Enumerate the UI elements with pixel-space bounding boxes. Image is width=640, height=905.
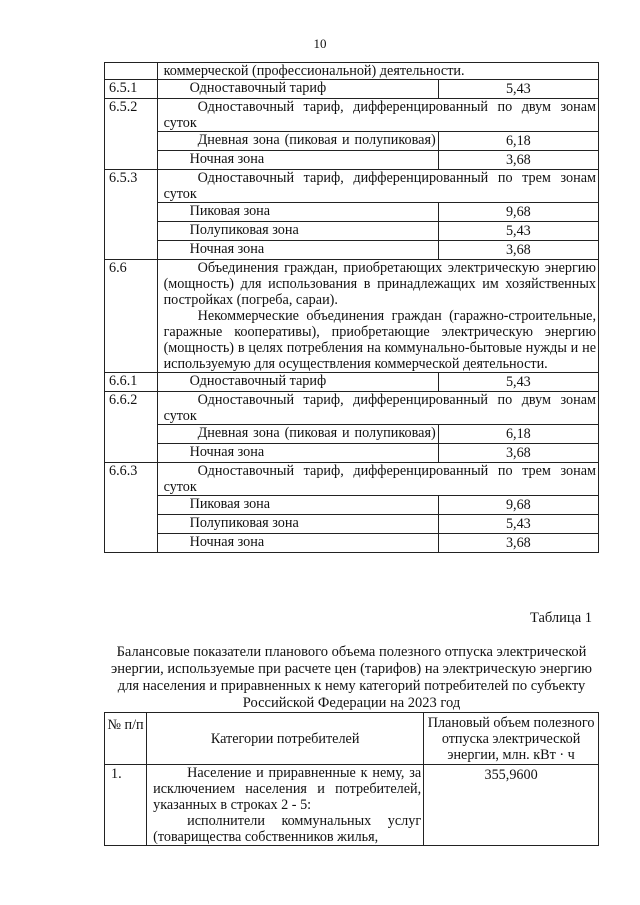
row-description: Одноставочный тариф, дифференцированный по трем зонам суток: [157, 170, 598, 203]
table-row: [105, 99, 599, 132]
row-description: [157, 260, 598, 373]
table-row: [105, 260, 599, 373]
table-row: [105, 132, 599, 151]
table-row: [105, 425, 599, 444]
page-number: 10: [313, 36, 327, 51]
table-row: [105, 373, 599, 392]
row-number: 1.: [105, 765, 147, 846]
table-row: [105, 515, 599, 534]
table-row: [105, 151, 599, 170]
tariff-value: 9,68: [438, 203, 598, 222]
table-row: [105, 203, 599, 222]
table-row: [105, 463, 599, 496]
tariff-table: [104, 62, 599, 553]
row-description: [157, 425, 438, 444]
table-row: [105, 63, 599, 80]
zone-label: Дневная зона (пиковая и полупиковая): [197, 132, 436, 148]
table-row: [105, 222, 599, 241]
row-description: Ночная зона: [157, 534, 438, 553]
table-row: [105, 241, 599, 260]
table-row: [105, 496, 599, 515]
table-row: [105, 80, 599, 99]
header-number: № п/п: [105, 713, 147, 765]
row-number: 6.5.3: [105, 170, 158, 260]
table-row: [105, 765, 599, 846]
tariff-value: 3,68: [438, 151, 598, 170]
row-description: Ночная зона: [157, 241, 438, 260]
balance-table: [104, 712, 599, 846]
tariff-value: 6,18: [438, 425, 598, 444]
row-description: Ночная зона: [157, 151, 438, 170]
tariff-value: 5,43: [438, 373, 598, 392]
header-volume: Плановый объем полезного отпуска электрической энергии, млн. кВт · ч: [424, 713, 599, 765]
tariff-value: 5,43: [438, 515, 598, 534]
row-number: [105, 63, 158, 80]
table-row: [105, 392, 599, 425]
paragraph: исполнители коммунальных услуг (товарищества собственников жилья,: [153, 813, 422, 845]
header-category: Категории потребителей: [147, 713, 424, 765]
volume-value: 355,9600: [424, 765, 599, 846]
table-label: Таблица 1: [529, 610, 592, 626]
paragraph: Объединения граждан, приобретающих электрическую энергию (мощность) для использования в принадлежащих им хозяйственных постройках (погреба, сараи).: [163, 260, 596, 308]
row-number: 6.5.2: [105, 99, 158, 170]
table-row: [105, 534, 599, 553]
row-number: 6.6.3: [105, 463, 158, 553]
tariff-value: 5,43: [438, 80, 598, 99]
row-description: Пиковая зона: [157, 496, 438, 515]
table-row: [105, 444, 599, 463]
table-caption: Балансовые показатели планового объема полезного отпуска электрической энергии, используемые при расчете цен (тарифов) на электрическую энергию для населения и приравненных к нему категорий потребителей по субъекту Российской Федерации на 2023 год: [111, 644, 592, 711]
row-description: Одноставочный тариф: [157, 80, 438, 99]
tariff-value: 3,68: [438, 444, 598, 463]
paragraph: Население и приравненные к нему, за исключением населения и потребителей, указанных в строках 2 - 5:: [153, 765, 422, 813]
zone-label: Дневная зона (пиковая и полупиковая): [197, 425, 436, 441]
row-description: Одноставочный тариф, дифференцированный по трем зонам суток: [157, 463, 598, 496]
row-number: 6.6: [105, 260, 158, 373]
row-number: 6.6.2: [105, 392, 158, 463]
row-description: [147, 765, 424, 846]
table-row: [105, 170, 599, 203]
row-description: Одноставочный тариф, дифференцированный по двум зонам суток: [157, 392, 598, 425]
tariff-value: 6,18: [438, 132, 598, 151]
table-header-row: [105, 713, 599, 765]
tariff-value: 9,68: [438, 496, 598, 515]
tariff-value: 5,43: [438, 222, 598, 241]
row-description: Полупиковая зона: [157, 515, 438, 534]
row-description: Одноставочный тариф: [157, 373, 438, 392]
row-description: Полупиковая зона: [157, 222, 438, 241]
row-description: [157, 132, 438, 151]
row-description: Пиковая зона: [157, 203, 438, 222]
tariff-value: 3,68: [438, 241, 598, 260]
tariff-value: 3,68: [438, 534, 598, 553]
row-description: Одноставочный тариф, дифференцированный по двум зонам суток: [157, 99, 598, 132]
row-description: коммерческой (профессиональной) деятельности.: [157, 63, 598, 80]
row-number: 6.5.1: [105, 80, 158, 99]
row-description: Ночная зона: [157, 444, 438, 463]
paragraph: Некоммерческие объединения граждан (гаражно-строительные, гаражные кооперативы), приобретающие электрическую энергию (мощность) в целях потребления на коммунально-бытовые нужды и не используемую для осуществления коммерческой деятельности.: [163, 308, 596, 372]
row-number: 6.6.1: [105, 373, 158, 392]
